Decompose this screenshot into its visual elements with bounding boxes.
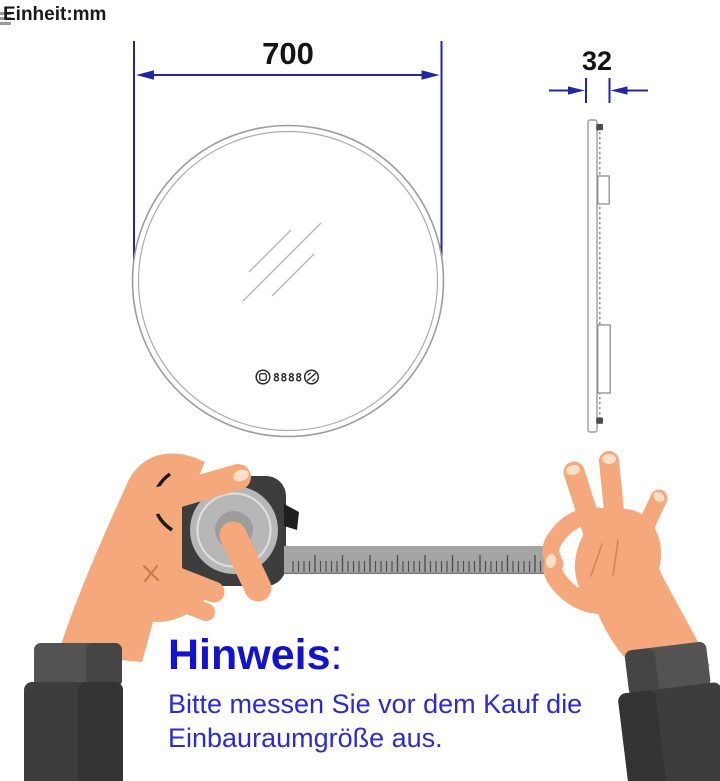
- unit-label: Einheit:mm: [3, 4, 107, 25]
- right-cuff-seam: [624, 647, 659, 696]
- mount-bracket-bottom: [598, 325, 610, 393]
- left-sleeve: [24, 643, 123, 781]
- mirror-front-view: [133, 36, 444, 437]
- arrowhead-left-icon: [136, 70, 154, 80]
- note-line-1: Bitte messen Sie vor dem Kauf die: [168, 689, 583, 719]
- depth-value: 32: [581, 46, 613, 76]
- note-heading: [168, 631, 342, 680]
- mirror-side-panel: [588, 120, 597, 432]
- arrowhead-left-icon: [611, 86, 628, 94]
- left-sleeve-seam: [78, 682, 123, 781]
- mount-bracket-top: [598, 176, 609, 204]
- note-heading-word: Hinweis: [168, 631, 331, 679]
- arrowhead-right-icon: [422, 70, 440, 80]
- left-cuff-seam: [86, 643, 122, 687]
- power-button-icon: [256, 370, 270, 384]
- arrowhead-right-icon: [568, 86, 585, 94]
- tape-ruler-ticks: [290, 546, 548, 574]
- mirror-side-view: [549, 46, 648, 432]
- mirror-touch-controls: [256, 370, 318, 384]
- fingernail: [602, 454, 616, 464]
- mount-clip-bottom: [596, 418, 603, 424]
- note-heading-colon: :: [330, 631, 343, 679]
- led-display: 8888: [273, 370, 303, 385]
- note-body: [168, 687, 582, 755]
- diameter-value: 700: [262, 36, 314, 71]
- mount-clip-top: [596, 124, 603, 130]
- tape-lock-tab: [284, 504, 299, 530]
- note-line-2: Einbauraumgröße aus.: [168, 723, 443, 753]
- right-sleeve: [612, 640, 720, 781]
- mirror-outer-circle: [133, 126, 444, 437]
